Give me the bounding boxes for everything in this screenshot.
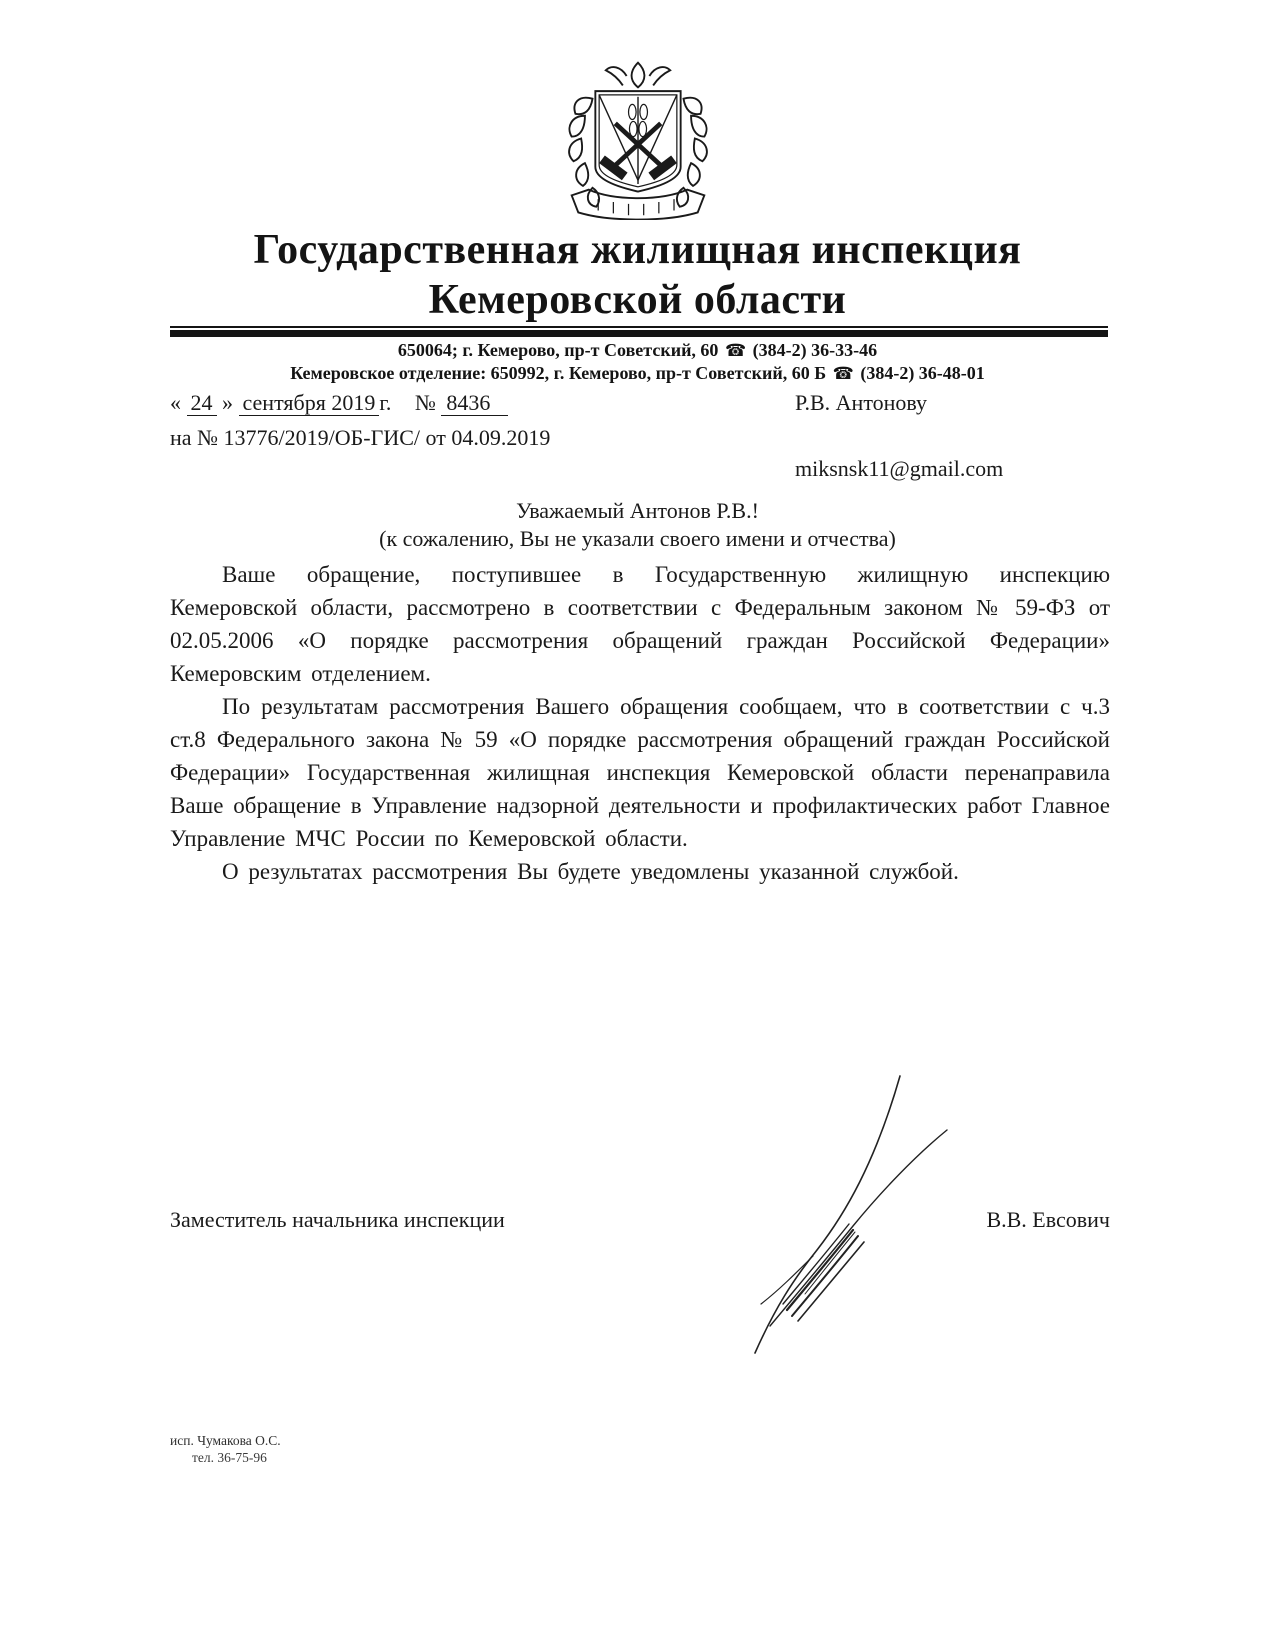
addressee-name: Р.В. Антонову xyxy=(795,390,928,415)
org-address-line1 xyxy=(0,339,1275,362)
phone-icon: ☎ xyxy=(724,341,747,361)
body-paragraph-1: Ваше обращение, поступившее в Государственную жилищную инспекцию Кемеровской области, рассмотрено в соответствии с Федеральным законом № 59-ФЗ от 02.05.2006 «О порядке рассмотрения обращений граждан Российской Федерации» Кемеровским отделением. xyxy=(170,562,1110,686)
salutation-block xyxy=(0,497,1275,553)
salutation-line1: Уважаемый Антонов Р.В.! xyxy=(516,498,759,523)
body-paragraph-3: О результатах рассмотрения Вы будете уведомлены указанной службой. xyxy=(222,859,959,884)
executor-phone: тел. 36-75-96 xyxy=(192,1450,267,1465)
date-number-line xyxy=(170,388,550,418)
signer-name: В.В. Евсович xyxy=(986,1207,1110,1232)
open-quote: « xyxy=(170,390,181,415)
signature-row xyxy=(170,1206,1110,1234)
salutation-line2: (к сожалению, Вы не указали своего имени и отчества) xyxy=(379,526,896,551)
letter-body xyxy=(170,558,1110,888)
close-quote: » xyxy=(222,390,233,415)
org-title-line2: Кемеровской области xyxy=(428,277,847,323)
org-address-line2 xyxy=(0,362,1275,385)
coat-of-arms-icon xyxy=(543,57,733,220)
letter-day: 24 xyxy=(187,390,217,416)
header-divider xyxy=(170,326,1108,337)
address-text: Кемеровское отделение: 650992, г. Кемерово, пр-т Советский, 60 Б xyxy=(290,363,827,383)
letter-number: 8436 xyxy=(441,390,508,416)
letter-month-year: сентября 2019 xyxy=(239,390,380,416)
reference-block xyxy=(170,388,550,453)
address-phone: (384-2) 36-33-46 xyxy=(752,340,878,360)
executor-footer xyxy=(170,1432,281,1466)
addressee-block xyxy=(795,388,1003,484)
year-suffix: г. xyxy=(379,390,392,415)
divider-thin-line xyxy=(170,326,1108,328)
executor-name: исп. Чумакова О.С. xyxy=(170,1433,281,1448)
phone-icon: ☎ xyxy=(832,364,854,384)
divider-thick-line xyxy=(170,330,1108,337)
body-paragraph-2: По результатам рассмотрения Вашего обращения сообщаем, что в соответствии с ч.3 ст.8 Федерального закона № 59 «О порядке рассмотрения обращений граждан Российской Федерации» Государственная жилищная инспекция Кемеровской области перенаправила Ваше обращение в Управление надзорной деятельности и профилактических работ Главное Управление МЧС России по Кемеровской области. xyxy=(170,694,1110,851)
coat-of-arms xyxy=(543,57,733,225)
reply-reference-line: на № 13776/2019/ОБ-ГИС/ от 04.09.2019 xyxy=(170,425,551,450)
address-text: 650064; г. Кемерово, пр-т Советский, 60 xyxy=(397,340,719,360)
signer-position: Заместитель начальника инспекции xyxy=(170,1207,505,1232)
number-sign: № xyxy=(414,390,436,415)
addressee-email: miksnsk11@gmail.com xyxy=(795,456,1004,481)
address-phone: (384-2) 36-48-01 xyxy=(860,363,985,383)
org-title-line1: Государственная жилищная инспекция xyxy=(253,227,1022,273)
